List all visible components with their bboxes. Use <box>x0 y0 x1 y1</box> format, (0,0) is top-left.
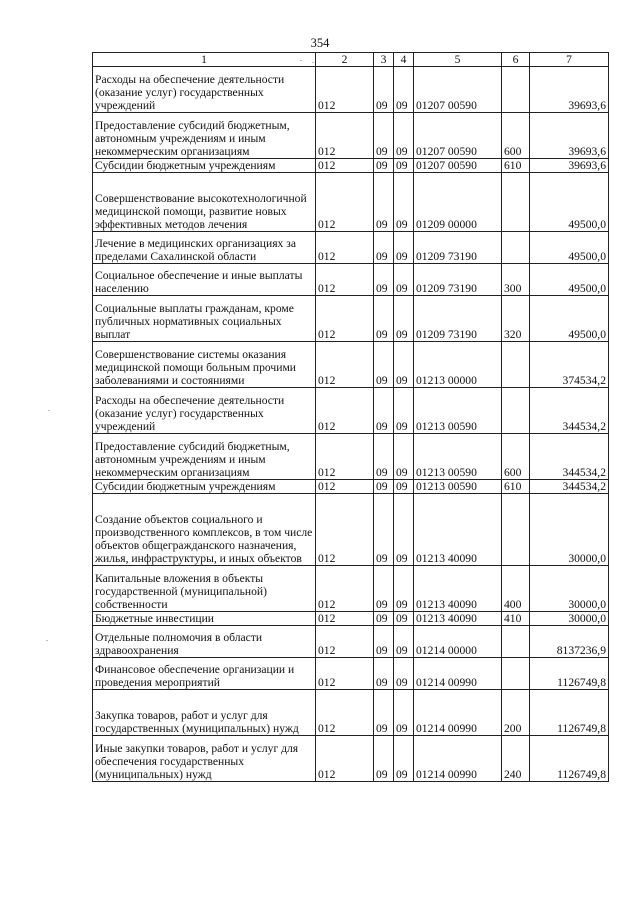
amount: 1126749,8 <box>530 736 609 782</box>
admin-code: 012 <box>316 232 374 264</box>
subsection-code: 09 <box>394 612 414 626</box>
table-row <box>93 612 609 626</box>
target-article-code: 01214 00990 <box>414 736 502 782</box>
amount: 49500,0 <box>530 264 609 296</box>
section-code: 09 <box>374 113 394 159</box>
admin-code: 012 <box>316 264 374 296</box>
budget-item-name: Иные закупки товаров, работ и услуг для обеспечения государственных (муниципальных) нужд <box>93 736 316 782</box>
target-article-code: 01214 00990 <box>414 690 502 736</box>
target-article-code: 01209 00000 <box>414 173 502 232</box>
budget-item-name: Социальные выплаты гражданам, кроме публичных нормативных социальных выплат <box>93 296 316 342</box>
subsection-code: 09 <box>394 342 414 388</box>
budget-item-name: Расходы на обеспечение деятельности (оказание услуг) государственных учреждений <box>93 388 316 434</box>
expense-type-code <box>502 173 530 232</box>
expense-type-code <box>502 494 530 566</box>
section-code: 09 <box>374 626 394 658</box>
admin-code: 012 <box>316 67 374 113</box>
section-code: 09 <box>374 67 394 113</box>
expense-type-code: 600 <box>502 113 530 159</box>
target-article-code: 01213 40090 <box>414 566 502 612</box>
admin-code: 012 <box>316 159 374 173</box>
amount: 49500,0 <box>530 173 609 232</box>
subsection-code: 09 <box>394 159 414 173</box>
amount: 30000,0 <box>530 566 609 612</box>
section-code: 09 <box>374 173 394 232</box>
subsection-code: 09 <box>394 232 414 264</box>
admin-code: 012 <box>316 690 374 736</box>
scan-speck <box>300 60 302 61</box>
amount: 39693,6 <box>530 159 609 173</box>
table-row <box>93 480 609 494</box>
amount: 344534,2 <box>530 480 609 494</box>
admin-code: 012 <box>316 626 374 658</box>
table-row <box>93 388 609 434</box>
budget-item-name: Совершенствование системы оказания медицинской помощи больным прочими заболеваниями и состояниями <box>93 342 316 388</box>
admin-code: 012 <box>316 434 374 480</box>
expense-type-code <box>502 232 530 264</box>
budget-item-name: Капитальные вложения в объекты государственной (муниципальной) собственности <box>93 566 316 612</box>
budget-item-name: Социальное обеспечение и иные выплаты населению <box>93 264 316 296</box>
table-row <box>93 736 609 782</box>
page-number: 354 <box>310 36 330 50</box>
table-row <box>93 658 609 690</box>
amount: 1126749,8 <box>530 658 609 690</box>
amount: 374534,2 <box>530 342 609 388</box>
table-row <box>93 626 609 658</box>
budget-item-name: Финансовое обеспечение организации и проведения мероприятий <box>93 658 316 690</box>
section-code: 09 <box>374 342 394 388</box>
budget-item-name: Создание объектов социального и производственного комплексов, в том числе объектов общегражданского назначения, жилья, инфраструктуры, и иных объектов <box>93 494 316 566</box>
admin-code: 012 <box>316 658 374 690</box>
budget-item-name: Отдельные полномочия в области здравоохранения <box>93 626 316 658</box>
expense-type-code <box>502 342 530 388</box>
subsection-code: 09 <box>394 264 414 296</box>
section-code: 09 <box>374 494 394 566</box>
header-col-4: 4 <box>394 53 414 67</box>
scan-speck <box>312 62 314 63</box>
header-col-5: 5 <box>414 53 502 67</box>
header-col-2: 2 <box>316 53 374 67</box>
expense-type-code: 410 <box>502 612 530 626</box>
target-article-code: 01207 00590 <box>414 113 502 159</box>
expense-type-code: 200 <box>502 690 530 736</box>
expense-type-code: 610 <box>502 480 530 494</box>
table-row <box>93 566 609 612</box>
section-code: 09 <box>374 658 394 690</box>
amount: 1126749,8 <box>530 690 609 736</box>
table-row <box>93 113 609 159</box>
expense-type-code: 600 <box>502 434 530 480</box>
subsection-code: 09 <box>394 388 414 434</box>
expense-type-code <box>502 658 530 690</box>
admin-code: 012 <box>316 480 374 494</box>
subsection-code: 09 <box>394 690 414 736</box>
header-col-7: 7 <box>530 53 609 67</box>
table-row <box>93 342 609 388</box>
section-code: 09 <box>374 612 394 626</box>
admin-code: 012 <box>316 296 374 342</box>
amount: 30000,0 <box>530 494 609 566</box>
table-row <box>93 494 609 566</box>
subsection-code: 09 <box>394 480 414 494</box>
subsection-code: 09 <box>394 658 414 690</box>
amount: 39693,6 <box>530 113 609 159</box>
header-col-3: 3 <box>374 53 394 67</box>
subsection-code: 09 <box>394 434 414 480</box>
target-article-code: 01214 00000 <box>414 626 502 658</box>
expense-type-code <box>502 626 530 658</box>
amount: 344534,2 <box>530 434 609 480</box>
admin-code: 012 <box>316 342 374 388</box>
budget-item-name: Расходы на обеспечение деятельности (оказание услуг) государственных учреждений <box>93 67 316 113</box>
amount: 39693,6 <box>530 67 609 113</box>
expense-type-code: 300 <box>502 264 530 296</box>
section-code: 09 <box>374 232 394 264</box>
target-article-code: 01207 00590 <box>414 67 502 113</box>
admin-code: 012 <box>316 113 374 159</box>
target-article-code: 01209 73190 <box>414 232 502 264</box>
target-article-code: 01213 00590 <box>414 480 502 494</box>
scan-speck <box>48 410 50 411</box>
subsection-code: 09 <box>394 494 414 566</box>
admin-code: 012 <box>316 736 374 782</box>
subsection-code: 09 <box>394 67 414 113</box>
table-row <box>93 232 609 264</box>
table-header <box>93 53 609 67</box>
scan-speck <box>46 640 48 641</box>
admin-code: 012 <box>316 566 374 612</box>
expense-type-code: 240 <box>502 736 530 782</box>
section-code: 09 <box>374 690 394 736</box>
amount: 49500,0 <box>530 296 609 342</box>
subsection-code: 09 <box>394 113 414 159</box>
section-code: 09 <box>374 159 394 173</box>
subsection-code: 09 <box>394 173 414 232</box>
budget-item-name: Субсидии бюджетным учреждениям <box>93 159 316 173</box>
subsection-code: 09 <box>394 566 414 612</box>
budget-item-name: Субсидии бюджетным учреждениям <box>93 480 316 494</box>
table-body <box>93 67 609 782</box>
amount: 8137236,9 <box>530 626 609 658</box>
admin-code: 012 <box>316 612 374 626</box>
table-row <box>93 690 609 736</box>
section-code: 09 <box>374 480 394 494</box>
amount: 344534,2 <box>530 388 609 434</box>
subsection-code: 09 <box>394 736 414 782</box>
amount: 30000,0 <box>530 612 609 626</box>
table-row <box>93 434 609 480</box>
budget-item-name: Совершенствование высокотехнологичной медицинской помощи, развитие новых эффективных методов лечения <box>93 173 316 232</box>
budget-item-name: Закупка товаров, работ и услуг для государственных (муниципальных) нужд <box>93 690 316 736</box>
amount: 49500,0 <box>530 232 609 264</box>
section-code: 09 <box>374 296 394 342</box>
target-article-code: 01214 00990 <box>414 658 502 690</box>
table-row <box>93 296 609 342</box>
expense-type-code: 610 <box>502 159 530 173</box>
target-article-code: 01213 40090 <box>414 612 502 626</box>
table-row <box>93 67 609 113</box>
admin-code: 012 <box>316 173 374 232</box>
section-code: 09 <box>374 736 394 782</box>
expense-type-code <box>502 67 530 113</box>
target-article-code: 01213 00000 <box>414 342 502 388</box>
section-code: 09 <box>374 434 394 480</box>
expense-type-code: 320 <box>502 296 530 342</box>
admin-code: 012 <box>316 388 374 434</box>
expense-type-code: 400 <box>502 566 530 612</box>
table-row <box>93 173 609 232</box>
budget-item-name: Предоставление субсидий бюджетным, автономным учреждениям и иным некоммерческим организациям <box>93 113 316 159</box>
target-article-code: 01209 73190 <box>414 264 502 296</box>
section-code: 09 <box>374 566 394 612</box>
table-row <box>93 159 609 173</box>
table-row <box>93 264 609 296</box>
subsection-code: 09 <box>394 626 414 658</box>
target-article-code: 01213 00590 <box>414 434 502 480</box>
budget-table <box>92 52 609 782</box>
admin-code: 012 <box>316 494 374 566</box>
section-code: 09 <box>374 264 394 296</box>
budget-item-name: Бюджетные инвестиции <box>93 612 316 626</box>
expense-type-code <box>502 388 530 434</box>
budget-item-name: Лечение в медицинских организациях за пределами Сахалинской области <box>93 232 316 264</box>
target-article-code: 01213 00590 <box>414 388 502 434</box>
header-row <box>93 53 609 67</box>
header-col-1: 1 <box>93 53 316 67</box>
subsection-code: 09 <box>394 296 414 342</box>
budget-item-name: Предоставление субсидий бюджетным, автономным учреждениям и иным некоммерческим организациям <box>93 434 316 480</box>
section-code: 09 <box>374 388 394 434</box>
target-article-code: 01213 40090 <box>414 494 502 566</box>
header-col-6: 6 <box>502 53 530 67</box>
target-article-code: 01209 73190 <box>414 296 502 342</box>
target-article-code: 01207 00590 <box>414 159 502 173</box>
